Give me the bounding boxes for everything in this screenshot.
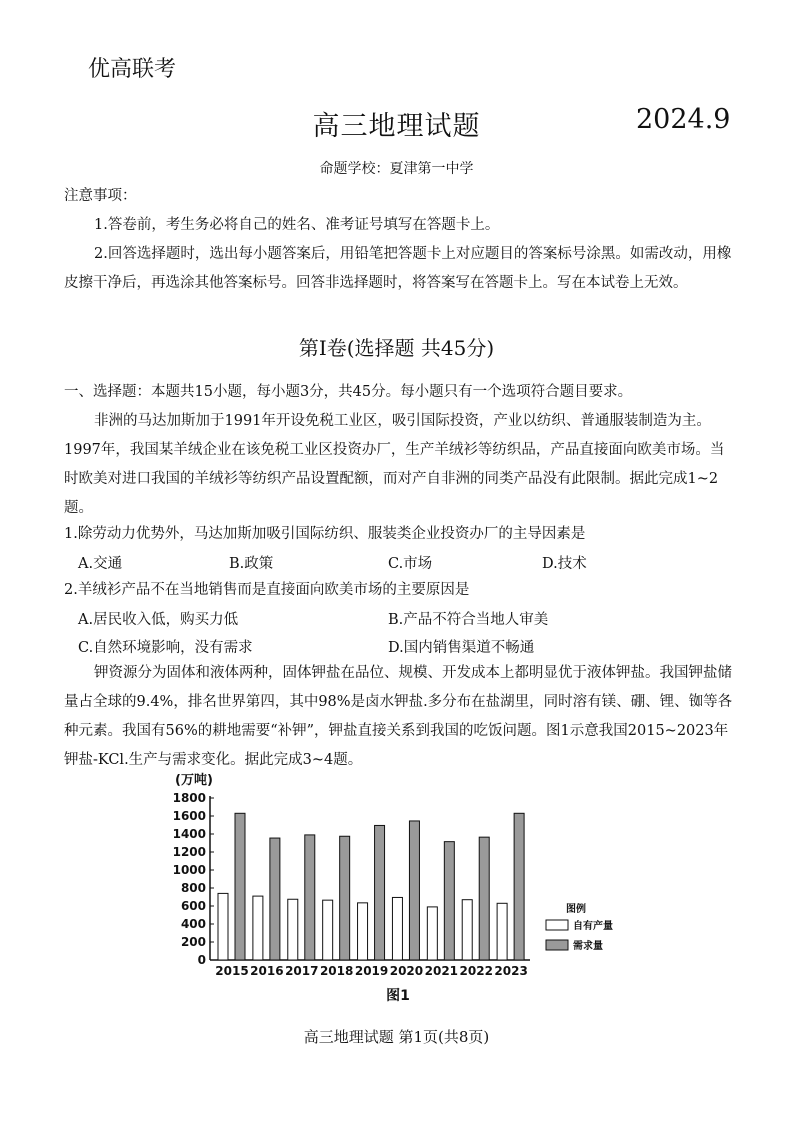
legend-title: 图例	[566, 904, 586, 915]
q2-option-c: C.自然环境影响，没有需求	[78, 640, 253, 656]
x-tick-label: 2021	[424, 964, 459, 978]
y-tick-label: 0	[197, 953, 206, 967]
bar-demand	[305, 835, 315, 960]
notice-item-1: 1.答卷前，考生务必将自己的姓名、准考证号填写在答题卡上。	[94, 217, 500, 233]
x-tick-label: 2016	[250, 964, 284, 978]
legend-label: 自有产量	[573, 921, 613, 932]
bar-own-production	[427, 907, 437, 960]
x-tick-label: 2018	[319, 964, 354, 978]
q1-option-c: C.市场	[388, 556, 433, 572]
y-tick-label: 1200	[172, 845, 206, 859]
notice-heading: 注意事项：	[64, 188, 137, 204]
bar-own-production	[253, 896, 263, 960]
x-tick-label: 2020	[389, 964, 424, 978]
y-tick-label: 1400	[172, 827, 206, 841]
bar-demand	[409, 821, 419, 960]
bar-demand	[444, 842, 454, 960]
q1-option-d: D.技术	[542, 556, 587, 572]
passage-2: 钾资源分为固体和液体两种，固体钾盐在品位、规模、开发成本上都明显优于液体钾盐。我国钾盐储量占全球的9.4%，排名世界第四，其中98%是卤水钾盐.多分布在盐湖里，同时溶有镁、硼、锂、铷等各种元素。我国有56%的耕地需要“补钾”，钾盐直接关系到我国的吃饭问题。图1示意我国2015~2023年钾盐-KCl.生产与需求变化。据此完成3~4题。	[64, 665, 733, 768]
y-tick-label: 1000	[172, 863, 206, 877]
x-tick-label: 2015	[215, 964, 249, 978]
x-tick-label: 2022	[459, 964, 493, 978]
exam-date: 2024.9	[636, 104, 731, 135]
bar-own-production	[288, 899, 298, 960]
bar-demand	[514, 813, 524, 960]
y-tick-label: 600	[180, 899, 206, 913]
y-tick-label: 400	[180, 917, 206, 931]
bar-demand	[270, 838, 280, 960]
bar-own-production	[323, 900, 333, 960]
chart-title: 图1	[386, 988, 410, 1004]
exam-title: 高三地理试题	[312, 111, 481, 142]
bar-demand	[479, 837, 489, 960]
section-instruction: 一、选择题：本题共15小题，每小题3分，共45分。每小题只有一个选项符合题目要求。	[64, 384, 633, 400]
y-axis-unit-label: (万吨)	[175, 773, 213, 788]
x-tick-label: 2017	[285, 964, 319, 978]
section-title: 第Ⅰ卷(选择题 共45分)	[298, 336, 495, 360]
x-tick-label: 2019	[354, 964, 389, 978]
bar-demand	[235, 813, 245, 960]
page-footer: 高三地理试题 第1页(共8页)	[303, 1028, 490, 1046]
q1-option-a: A.交通	[78, 556, 123, 572]
bar-own-production	[392, 897, 402, 960]
passage-1: 非洲的马达加斯加于1991年开设免税工业区，吸引国际投资，产业以纺织、普通服装制造为主。1997年，我国某羊绒企业在该免税工业区投资办厂，生产羊绒衫等纺织品，产品直接面向欧美市场。当时欧美对进口我国的羊绒衫等纺织产品设置配额，而对产自非洲的同类产品没有此限制。据此完成1~2题。	[64, 413, 725, 516]
bar-own-production	[218, 893, 228, 960]
question-2-stem: 2.羊绒衫产品不在当地销售而是直接面向欧美市场的主要原因是	[64, 582, 470, 598]
bar-demand	[340, 836, 350, 960]
y-tick-label: 1600	[172, 809, 206, 823]
question-1-stem: 1.除劳动力优势外，马达加斯加吸引国际纺织、服装类企业投资办厂的主导因素是	[64, 526, 586, 542]
bar-own-production	[358, 903, 368, 960]
y-tick-label: 800	[180, 881, 206, 895]
exam-brand: 优高联考	[88, 57, 177, 82]
q1-option-b: B.政策	[229, 556, 274, 572]
q2-option-d: D.国内销售渠道不畅通	[388, 640, 535, 656]
exam-school: 命题学校：夏津第一中学	[319, 161, 474, 177]
legend-swatch	[546, 920, 568, 930]
bar-own-production	[497, 903, 507, 960]
y-tick-label: 200	[180, 935, 206, 949]
q2-option-a: A.居民收入低，购买力低	[78, 612, 239, 628]
x-tick-label: 2023	[494, 964, 528, 978]
bar-own-production	[462, 900, 472, 960]
q2-option-b: B.产品不符合当地人审美	[388, 612, 549, 628]
legend-label: 需求量	[573, 941, 603, 952]
notice-item-2: 2.回答选择题时，选出每小题答案后，用铅笔把答题卡上对应题目的答案标号涂黑。如需改动，用橡皮擦干净后，再选涂其他答案标号。回答非选择题时，将答案写在答题卡上。写在本试卷上无效。	[64, 246, 732, 291]
bar-demand	[375, 825, 385, 960]
y-tick-label: 1800	[172, 791, 206, 805]
legend-swatch	[546, 940, 568, 950]
